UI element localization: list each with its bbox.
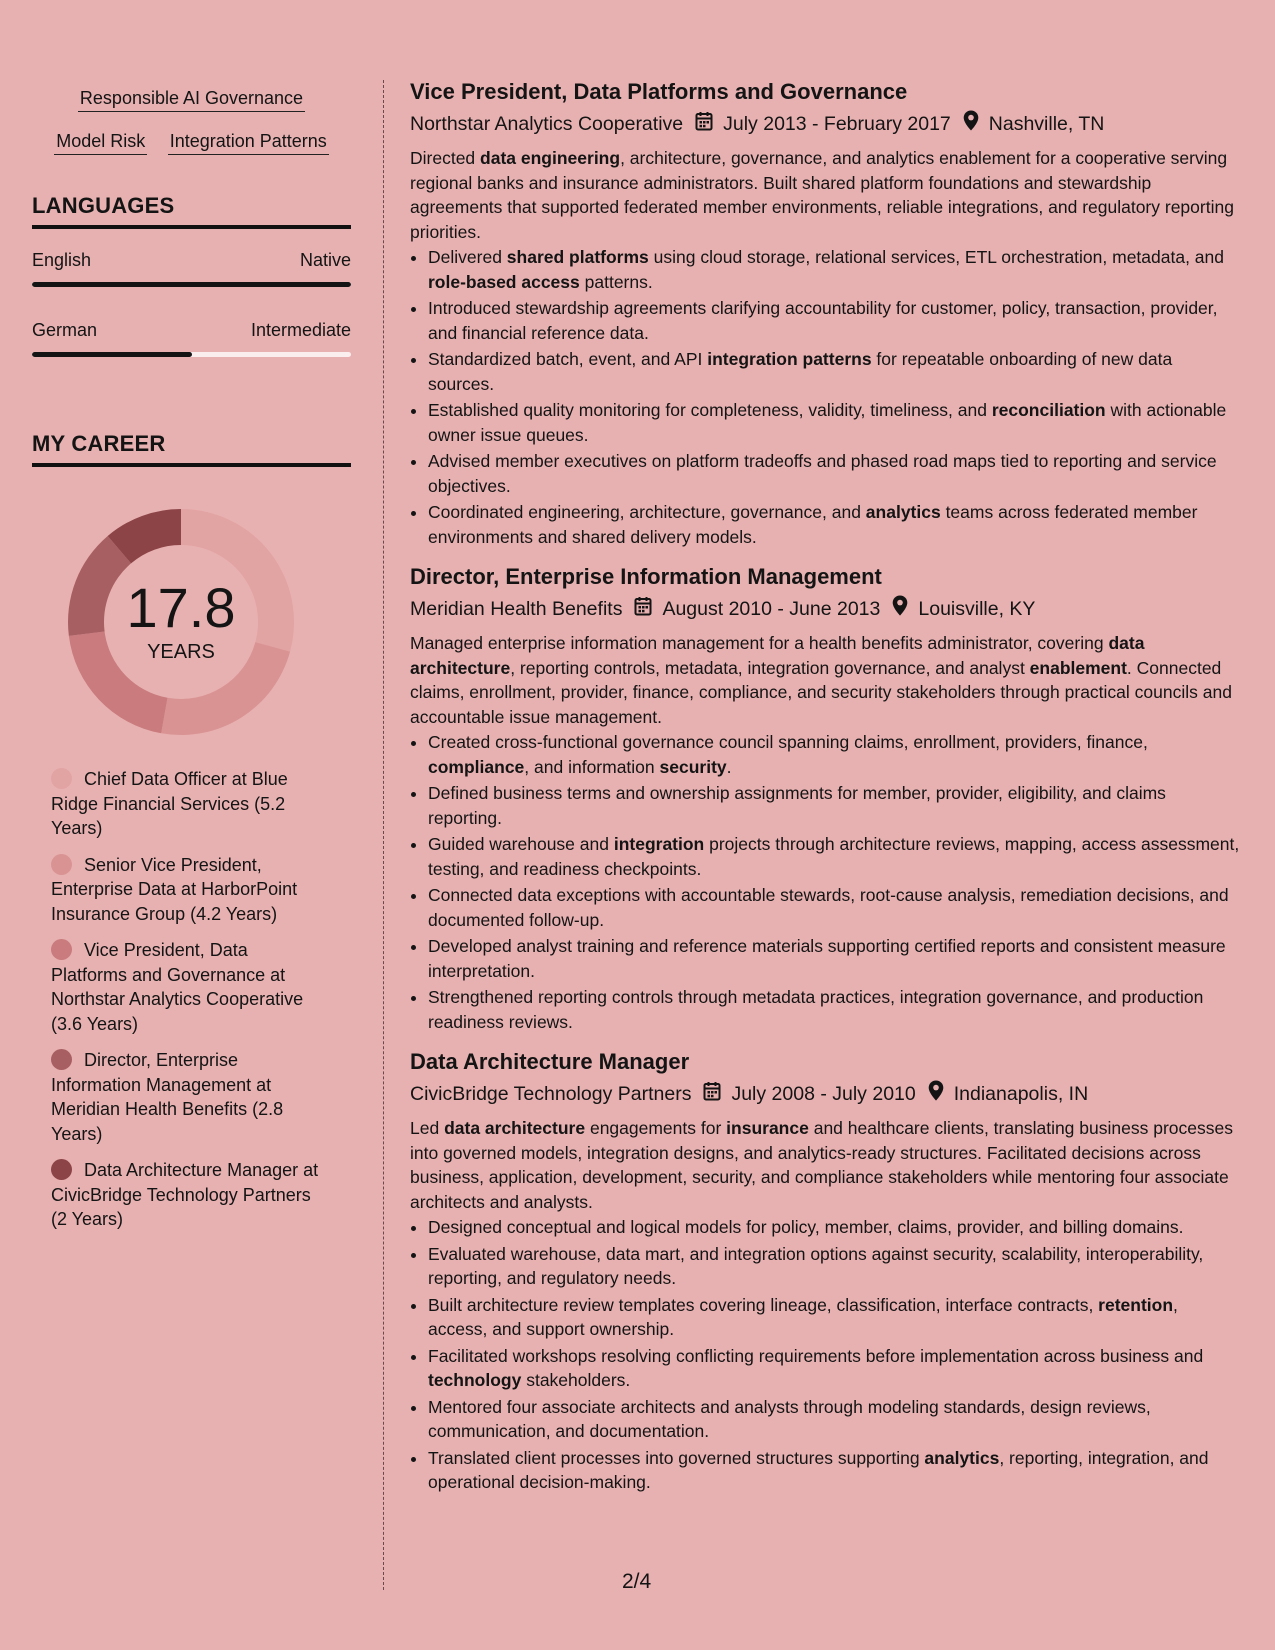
job-bullets	[410, 245, 1240, 549]
emphasis: analytics	[865, 502, 941, 522]
job-summary: Managed enterprise information management for a health benefits administrator, covering data architecture, reporting controls, metadata, integration governance, and analyst enablement. Connected claims, enrollment, provider, finance, compliance, and security stakeholders through practical councils and accountable issue management.	[410, 633, 1232, 727]
language-proficiency-bar	[32, 282, 351, 287]
map-pin-icon	[892, 595, 908, 623]
language-name: English	[32, 250, 92, 270]
legend-dot	[51, 768, 72, 789]
job-bullets	[410, 1215, 1240, 1495]
job-bullet: • Evaluated warehouse, data mart, and integration options against security, scalability, interoperability, reporting, and regulatory needs.	[428, 1242, 1240, 1291]
job-entry	[410, 1048, 1240, 1495]
map-pin-icon	[928, 1080, 944, 1108]
skill-tag[interactable]: Model Risk	[54, 125, 147, 155]
emphasis: reconciliation	[991, 400, 1106, 420]
career-legend-item	[51, 1048, 321, 1146]
job-bullet: • Guided warehouse and integration projects through architecture reviews, mapping, access assessment, testing, and readiness checkpoints.	[428, 832, 1240, 881]
emphasis: security	[659, 756, 727, 777]
emphasis: data architecture	[444, 1118, 586, 1138]
language-proficiency-fill	[32, 352, 192, 357]
skill-tag[interactable]: Integration Patterns	[168, 125, 329, 155]
calendar-icon	[695, 111, 713, 138]
calendar-icon	[634, 596, 652, 623]
job-bullet: • Translated client processes into governed structures supporting analytics, reporting, integration, and operational decision-making.	[428, 1446, 1240, 1495]
job-bullet: • Introduced stewardship agreements clarifying accountability for customer, policy, transaction, provider, and financial reference data.	[428, 296, 1240, 345]
skill-tags	[32, 82, 351, 155]
emphasis: enablement	[1029, 657, 1127, 678]
language-proficiency-bar	[32, 352, 351, 357]
job-title: Director, Enterprise Information Management	[410, 564, 882, 589]
job-bullet: • Established quality monitoring for completeness, validity, timeliness, and reconciliation with actionable owner issue queues.	[428, 398, 1240, 447]
emphasis: retention	[1098, 1294, 1174, 1315]
job-bullet: • Mentored four associate architects and analysts through modeling standards, design reviews, communication, and documentation.	[428, 1395, 1240, 1444]
career-legend-item	[51, 938, 321, 1036]
job-company: Northstar Analytics Cooperative	[410, 113, 684, 135]
job-dates: July 2008 - July 2010	[731, 1083, 916, 1105]
job-bullet: • Created cross-functional governance council spanning claims, enrollment, providers, finance, compliance, and information security.	[428, 730, 1240, 779]
job-location: Indianapolis, IN	[953, 1083, 1089, 1105]
emphasis: data architecture	[410, 633, 1145, 678]
career-legend-item	[51, 1158, 321, 1232]
job-location: Nashville, TN	[988, 113, 1105, 135]
job-company: CivicBridge Technology Partners	[410, 1083, 692, 1105]
job-entry	[410, 563, 1240, 1034]
language-item	[32, 319, 351, 357]
language-level: Native	[299, 250, 351, 270]
legend-label: Director, Enterprise Information Management at Meridian Health Benefits (2.8 Years)	[51, 1050, 284, 1144]
career-legend-item	[51, 853, 321, 927]
job-dates: July 2013 - February 2017	[723, 113, 951, 135]
legend-label: Data Architecture Manager at CivicBridge Technology Partners (2 Years)	[51, 1160, 319, 1229]
experience-column	[410, 78, 1240, 1509]
legend-dot	[51, 939, 72, 960]
job-meta	[410, 595, 1240, 623]
job-bullet: • Built architecture review templates covering lineage, classification, interface contracts, retention, access, and support ownership.	[428, 1293, 1240, 1342]
skill-tag[interactable]: Responsible AI Governance	[78, 82, 305, 112]
emphasis: integration patterns	[707, 349, 872, 369]
skill-tag-row-2	[32, 125, 351, 155]
calendar-icon	[703, 1081, 721, 1108]
job-title: Data Architecture Manager	[410, 1049, 690, 1074]
job-title: Vice President, Data Platforms and Governance	[410, 79, 908, 104]
career-total-unit: YEARS	[147, 641, 215, 663]
job-summary: Led data architecture engagements for insurance and healthcare clients, translating business processes into governed models, integration designs, and analytics-ready structures. Facilitated decisions across business, application, development, security, and compliance stakeholders while mentoring four associate architects and analysts.	[410, 1118, 1233, 1212]
job-bullet: • Developed analyst training and reference materials supporting certified reports and consistent measure interpretation.	[428, 934, 1240, 983]
language-level: Intermediate	[250, 320, 351, 340]
job-location: Louisville, KY	[918, 598, 1036, 620]
job-dates: August 2010 - June 2013	[662, 598, 881, 620]
emphasis: data engineering	[480, 148, 621, 168]
career-legend	[51, 767, 321, 1232]
legend-label: Vice President, Data Platforms and Governance at Northstar Analytics Cooperative (3.6 Years)	[51, 940, 304, 1034]
job-bullet: • Facilitated workshops resolving conflicting requirements before implementation across business and technology stakeholders.	[428, 1344, 1240, 1393]
emphasis: shared platforms	[506, 247, 649, 267]
language-proficiency-fill	[32, 282, 351, 287]
job-entry	[410, 78, 1240, 549]
legend-label: Senior Vice President, Enterprise Data at HarborPoint Insurance Group (4.2 Years)	[51, 854, 298, 924]
emphasis: analytics	[924, 1447, 1000, 1468]
map-pin-icon	[963, 110, 979, 138]
legend-dot	[51, 1159, 72, 1180]
emphasis: integration	[613, 834, 705, 854]
sidebar	[32, 82, 351, 1244]
job-bullet: • Standardized batch, event, and API integration patterns for repeatable onboarding of new data sources.	[428, 347, 1240, 396]
job-bullet: • Designed conceptual and logical models for policy, member, claims, provider, and billing domains.	[428, 1215, 1240, 1240]
job-bullet: • Advised member executives on platform tradeoffs and phased road maps tied to reporting and service objectives.	[428, 449, 1240, 498]
languages-heading: LANGUAGES	[32, 193, 351, 229]
skill-tag-row-1	[32, 82, 351, 112]
career-heading: MY CAREER	[32, 431, 351, 467]
job-bullet: • Delivered shared platforms using cloud storage, relational services, ETL orchestration, metadata, and role-based access patterns.	[428, 245, 1240, 294]
language-item	[32, 249, 351, 287]
legend-dot	[51, 1049, 72, 1070]
job-bullet: • Connected data exceptions with accountable stewards, root-cause analysis, remediation decisions, and documented follow-up.	[428, 883, 1240, 932]
job-summary: Directed data engineering, architecture, governance, and analytics enablement for a cooperative serving regional banks and insurance administrators. Built shared platform foundations and stewardship agreements that supported federated member environments, reliable integrations, and regulatory reporting priorities.	[410, 148, 1234, 242]
job-meta	[410, 110, 1240, 138]
career-legend-item	[51, 767, 321, 841]
job-bullet: • Defined business terms and ownership assignments for member, provider, eligibility, and claims reporting.	[428, 781, 1240, 830]
career-total-years: 17.8	[126, 576, 236, 639]
emphasis: compliance	[428, 756, 525, 777]
job-bullet: • Strengthened reporting controls through metadata practices, integration governance, and production readiness reviews.	[428, 985, 1240, 1034]
job-company: Meridian Health Benefits	[410, 598, 623, 620]
job-bullets	[410, 730, 1240, 1034]
job-bullet: • Coordinated engineering, architecture, governance, and analytics teams across federated member environments and shared delivery models.	[428, 500, 1240, 549]
emphasis: technology	[428, 1370, 522, 1390]
emphasis: insurance	[726, 1118, 809, 1138]
career-donut-chart	[66, 507, 296, 737]
page-number: 2/4	[622, 1570, 652, 1593]
job-meta	[410, 1080, 1240, 1108]
column-divider	[383, 80, 384, 1590]
legend-label: Chief Data Officer at Blue Ridge Financial Services (5.2 Years)	[51, 769, 288, 838]
language-name: German	[32, 320, 98, 340]
legend-dot	[51, 854, 72, 875]
languages-section	[32, 193, 351, 357]
emphasis: role-based access	[428, 271, 580, 292]
career-section	[32, 431, 351, 1232]
